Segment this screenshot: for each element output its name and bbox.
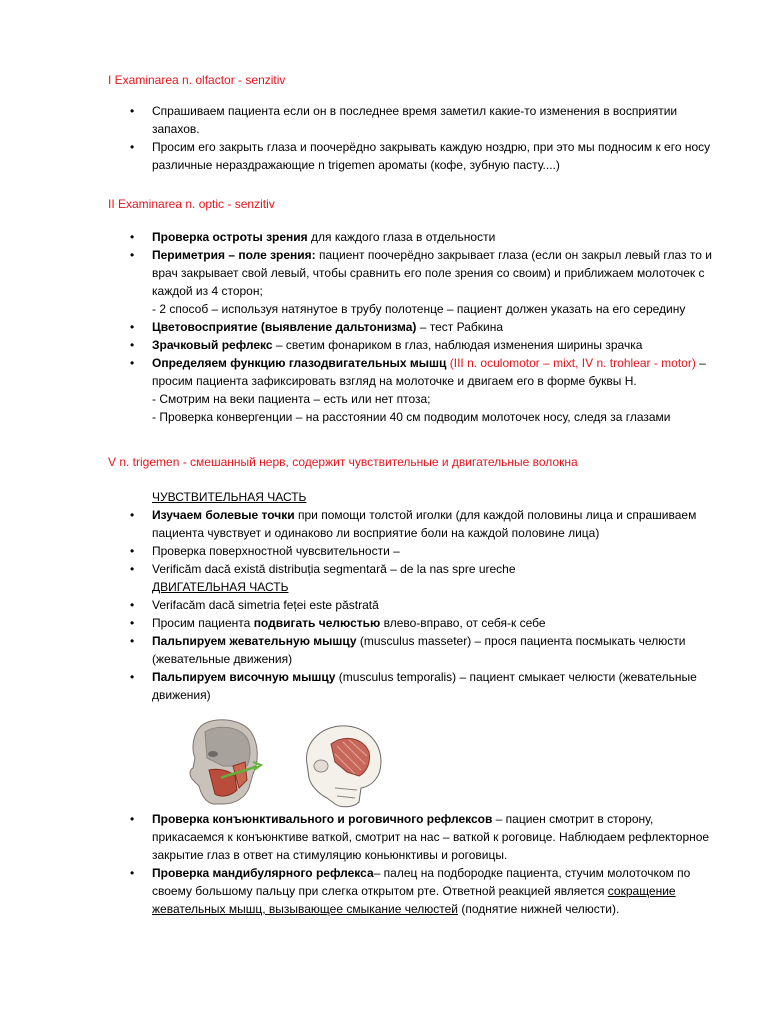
bullet-icon: • (130, 598, 135, 612)
bullet-icon: • (130, 866, 135, 880)
list-item: • Проверка мандибулярного рефлекса– палец на подбородке пациента, стучим молоточком по своему большому пальцу при слегка открытом рте. Ответной реакцией является сокращение жевательных мышц, вызывающее смыкание челюстей (поднятие нижней челюсти). (130, 866, 691, 916)
list-item: • Проверка остроты зрения для каждого глаза в отдельности (130, 230, 496, 244)
sensory-part-title: ЧУВСТВИТЕЛЬНАЯ ЧАСТЬ (152, 490, 307, 504)
reflex-list (130, 810, 720, 918)
list-item: • Периметрия – поле зрения: пациент поочерёдно закрывает глаза (если он закрыл левый глаз то и врач закрывает свой левый, чтобы сравнить его поле зрения со своим) и приближаем молоточек с каждой из 4 сторон; - 2 способ – используя натянутое в трубу полотенце – пациент должен указать на его середину (130, 248, 712, 316)
list-item: • Пальпируем жевательную мышцу (musculus masseter) – прося пациента посмыкать челюсти (жевательные движения) (130, 634, 686, 666)
skull-temporalis-figure (306, 726, 381, 807)
bullet-icon: • (130, 356, 135, 370)
section-heading-trigeminal: V n. trigemen - смешанный нерв, содержит чувствительные и двигательные волокна (108, 455, 578, 469)
head-muscle-illustration (183, 718, 383, 810)
bullet-icon: • (130, 670, 135, 684)
bullet-icon: • (130, 140, 135, 154)
section-heading-olfactory: I Examinarea n. olfactor - senzitiv (108, 73, 286, 87)
bullet-icon: • (130, 338, 135, 352)
list-item: • Просим пациента подвигать челюстью влево-вправо, от себя-к себе (130, 616, 546, 630)
list-item: • Изучаем болевые точки при помощи толстой иголки (для каждой половины лица и спрашиваем пациента чувствует и одинаково ли восприятие боли на каждой половине лица) (130, 508, 697, 540)
bullet-icon: • (130, 230, 135, 244)
bullet-icon: • (130, 616, 135, 630)
anatomy-figures (183, 718, 383, 810)
bullet-icon: • (130, 248, 135, 262)
section-heading-optic: II Examinarea n. optic - senzitiv (108, 197, 275, 211)
bullet-icon: • (130, 562, 135, 576)
head-muscles-figure (190, 720, 261, 804)
list-item: • Проверка поверхностной чувсвительности – (130, 544, 400, 558)
motor-part-title: ДВИГАТЕЛЬНАЯ ЧАСТЬ (152, 580, 289, 594)
bullet-icon: • (130, 634, 135, 648)
trigeminal-list (130, 506, 720, 704)
bullet-icon: • (130, 508, 135, 522)
bullet-icon: • (130, 544, 135, 558)
list-item: • Спрашиваем пациента если он в последнее время заметил какие-то изменения в восприятии запахов. (130, 104, 678, 136)
olfactory-list (130, 102, 720, 174)
list-item: • Пальпируем височную мышцу (musculus temporalis) – пациент смыкает челюсти (жевательные движения) (130, 670, 697, 702)
bullet-icon: • (130, 104, 135, 118)
list-item: • Verificăm dacă există distribuția segmentară – de la nas spre ureche ДВИГАТЕЛЬНАЯ ЧАСТЬ (130, 562, 516, 594)
list-item: • Зрачковый рефлекс – светим фонариком в глаз, наблюдая изменения ширины зрачка (130, 338, 643, 352)
list-item: • Просим его закрыть глаза и поочерёдно закрывать каждую ноздрю, при это мы подносим к его носу различные нераздражающие n trigemen ароматы (кофе, зубную пасту....) (130, 140, 711, 172)
bullet-icon: • (130, 812, 135, 826)
list-item: • Проверка конъюнктивального и роговичного рефлексов – пациен смотрит в сторону, прикасаемся к конъюнктиве ваткой, смотрит на нас – ваткой к роговице. Наблюдаем рефлекторное закрытие глаз в ответ на стимуляцию коньюнктивы и роговицы. (130, 812, 710, 862)
list-item: • Цветовосприятие (выявление дальтонизма) – тест Рабкина (130, 320, 504, 334)
list-item: • Verifacăm dacă simetria feței este păstrată (130, 598, 379, 612)
list-item: • Определяем функцию глазодвигательных мышц (III n. oculomotor – mixt, IV n. trohlear - motor) – просим пациента зафиксировать взгляд на молоточке и двигаем его в форме буквы Н. - Смотрим на веки пациента – есть или нет птоза; - Проверка конвергенции – на расстоянии 40 см подводим молоточек носу, следя за глазами (130, 356, 706, 424)
optic-list (130, 228, 720, 426)
bullet-icon: • (130, 320, 135, 334)
